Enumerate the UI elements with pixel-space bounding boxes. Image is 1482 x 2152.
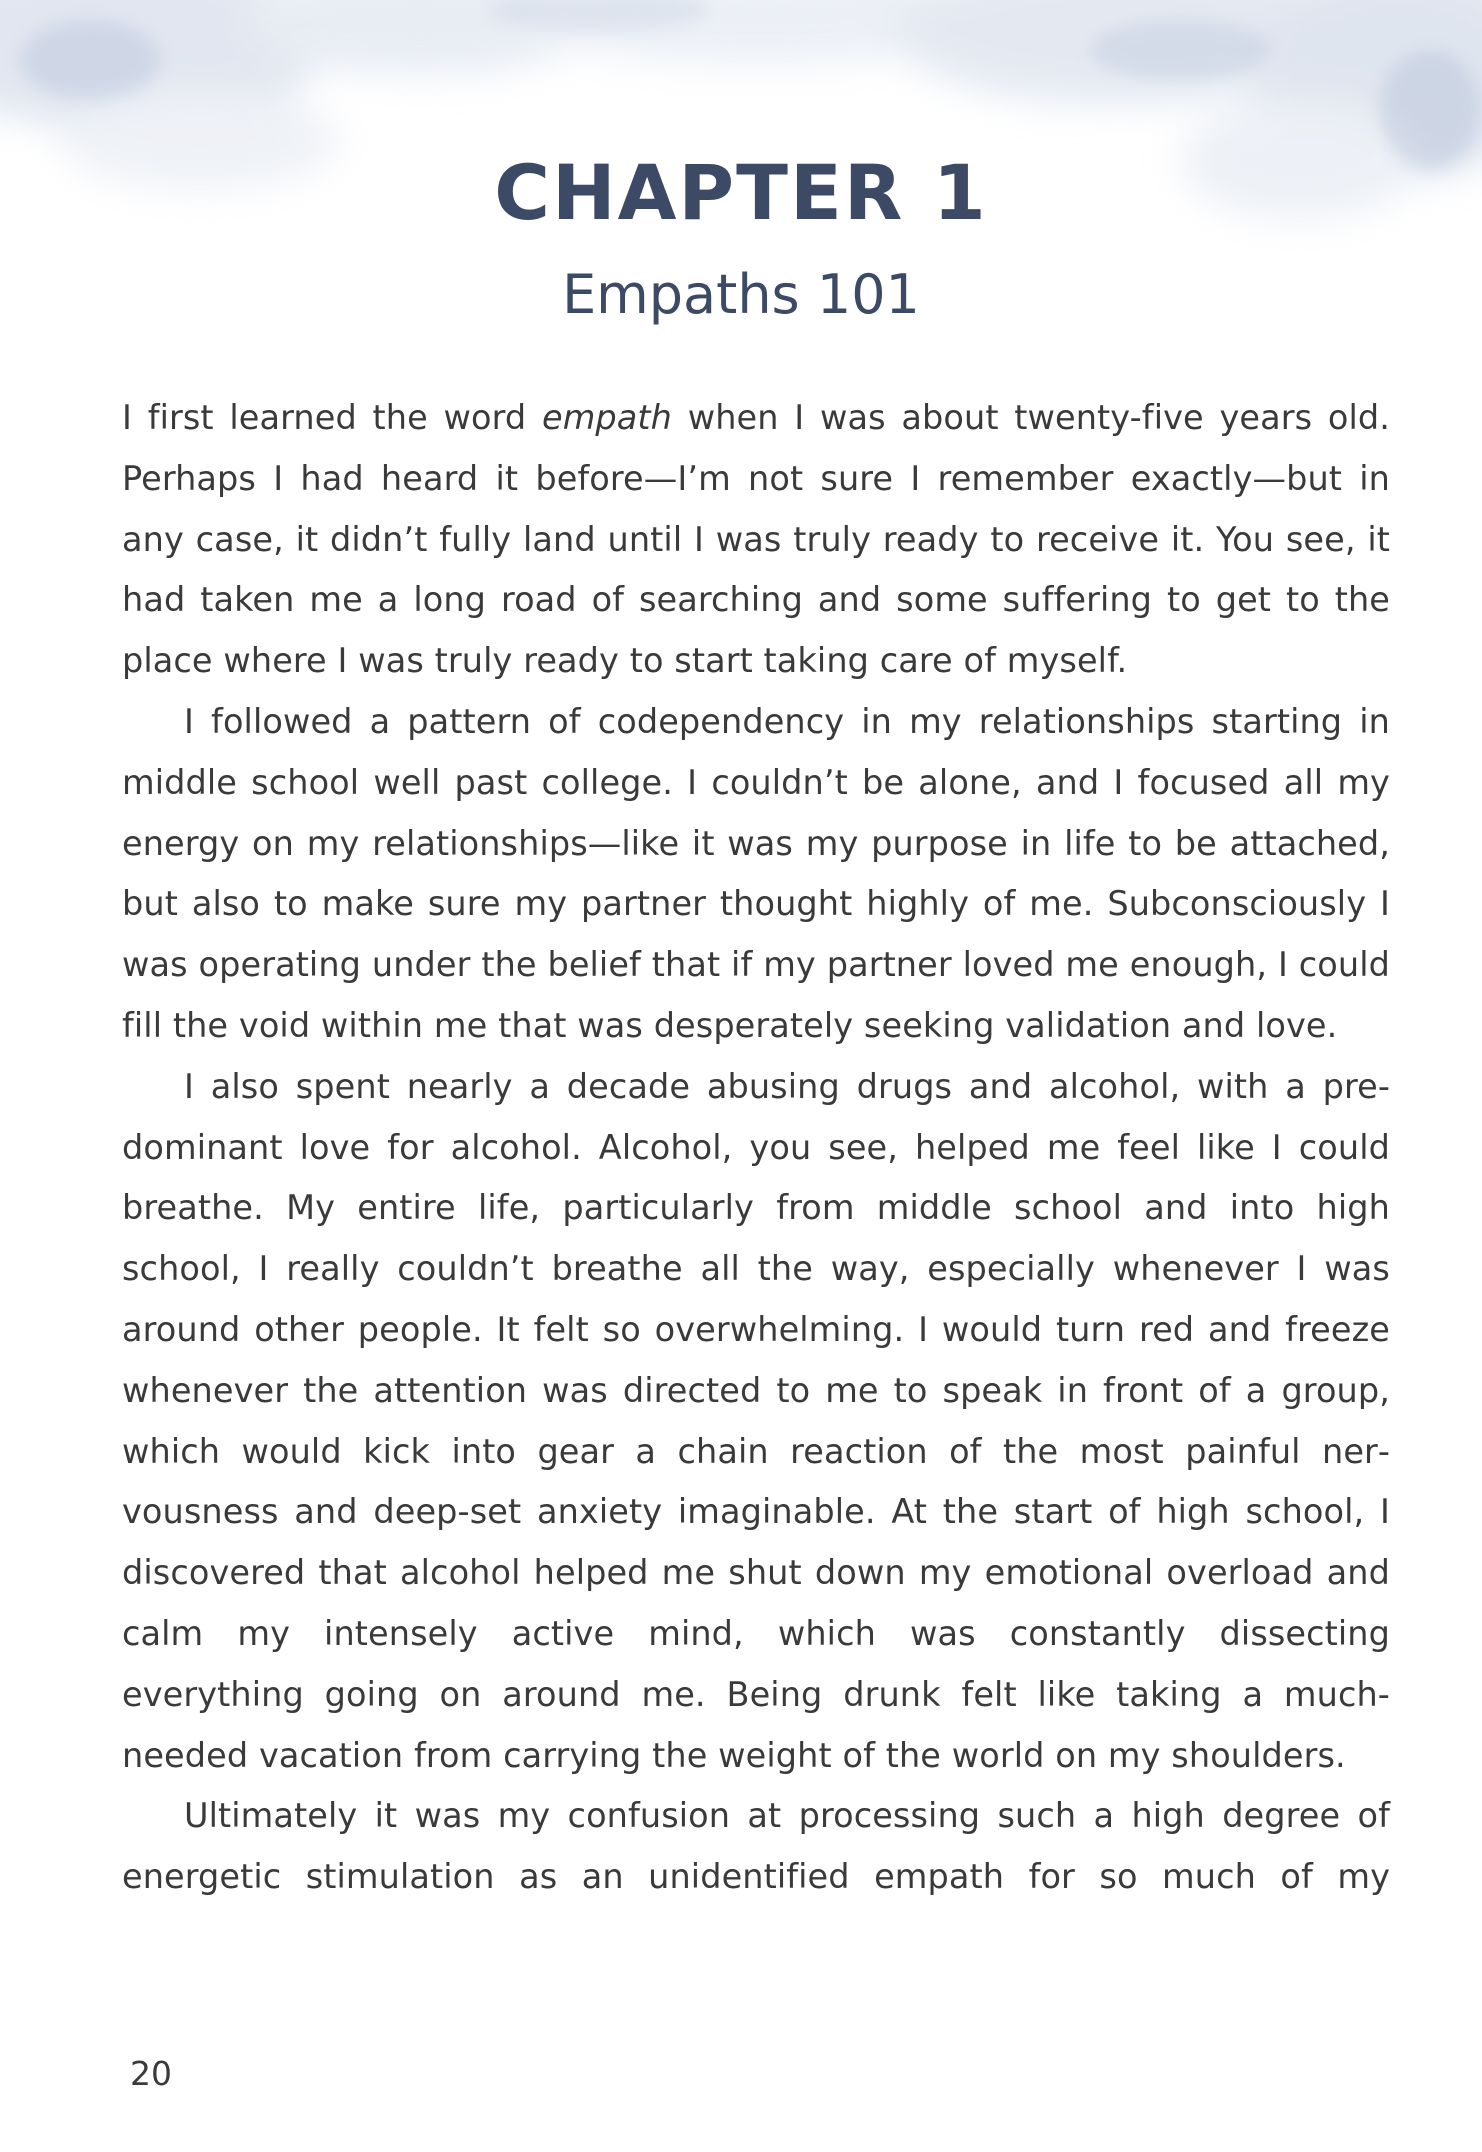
paragraph-1-lead: I first learned the word xyxy=(122,398,542,437)
chapter-header xyxy=(0,148,1482,330)
paragraph-4: Ultimately it was my confusion at processing such a high degree of energetic stimulation as an unidentified empath for so much of my xyxy=(122,1796,1390,1897)
page-number: 20 xyxy=(130,2054,172,2093)
paragraph-1-rest: when I was about twenty-five years old. Perhaps I had heard it before—I’m not sure I remember exactly—but in any case, it didn’t fully land until I was truly ready to receive it. You see, it had taken me a long road of searching and some suffering to get to the place where I was truly ready to start taking care of myself. xyxy=(122,398,1390,681)
chapter-number: CHAPTER 1 xyxy=(494,148,988,237)
paragraph-2: I followed a pattern of codependency in my relationships starting in middle school well past college. I couldn’t be alone, and I focused all my energy on my relationships—like it was my purpose in life to be attached, but also to make sure my partner thought highly of me. Subconsciously I was operating under the belief that if my partner loved me enough, I could fill the void within me that was desperately seeking validation and love. xyxy=(122,701,1390,1045)
chapter-title: Empaths 101 xyxy=(562,263,920,326)
chapter-body xyxy=(122,388,1390,1908)
paragraph-1 xyxy=(122,388,1390,692)
emphasized-word: empath xyxy=(541,398,672,437)
paragraph-3: I also spent nearly a decade abusing drugs and alcohol, with a predominant love for alcohol. Alcohol, you see, helped me feel like I could breathe. My entire life, particularly from middle school and into high school, I really couldn’t breathe all the way, especially whenever I was around other people. It felt so overwhelming. I would turn red and freeze whenever the attention was directed to me to speak in front of a group, which would kick into gear a chain reaction of the most painful nervousness and deep-set anxiety imaginable. At the start of high school, I discovered that alcohol helped me shut down my emotional overload and calm my intensely active mind, which was constantly dissecting everything going on around me. Being drunk felt like taking a much-needed vacation from carrying the weight of the world on my shoulders. xyxy=(122,1066,1390,1775)
